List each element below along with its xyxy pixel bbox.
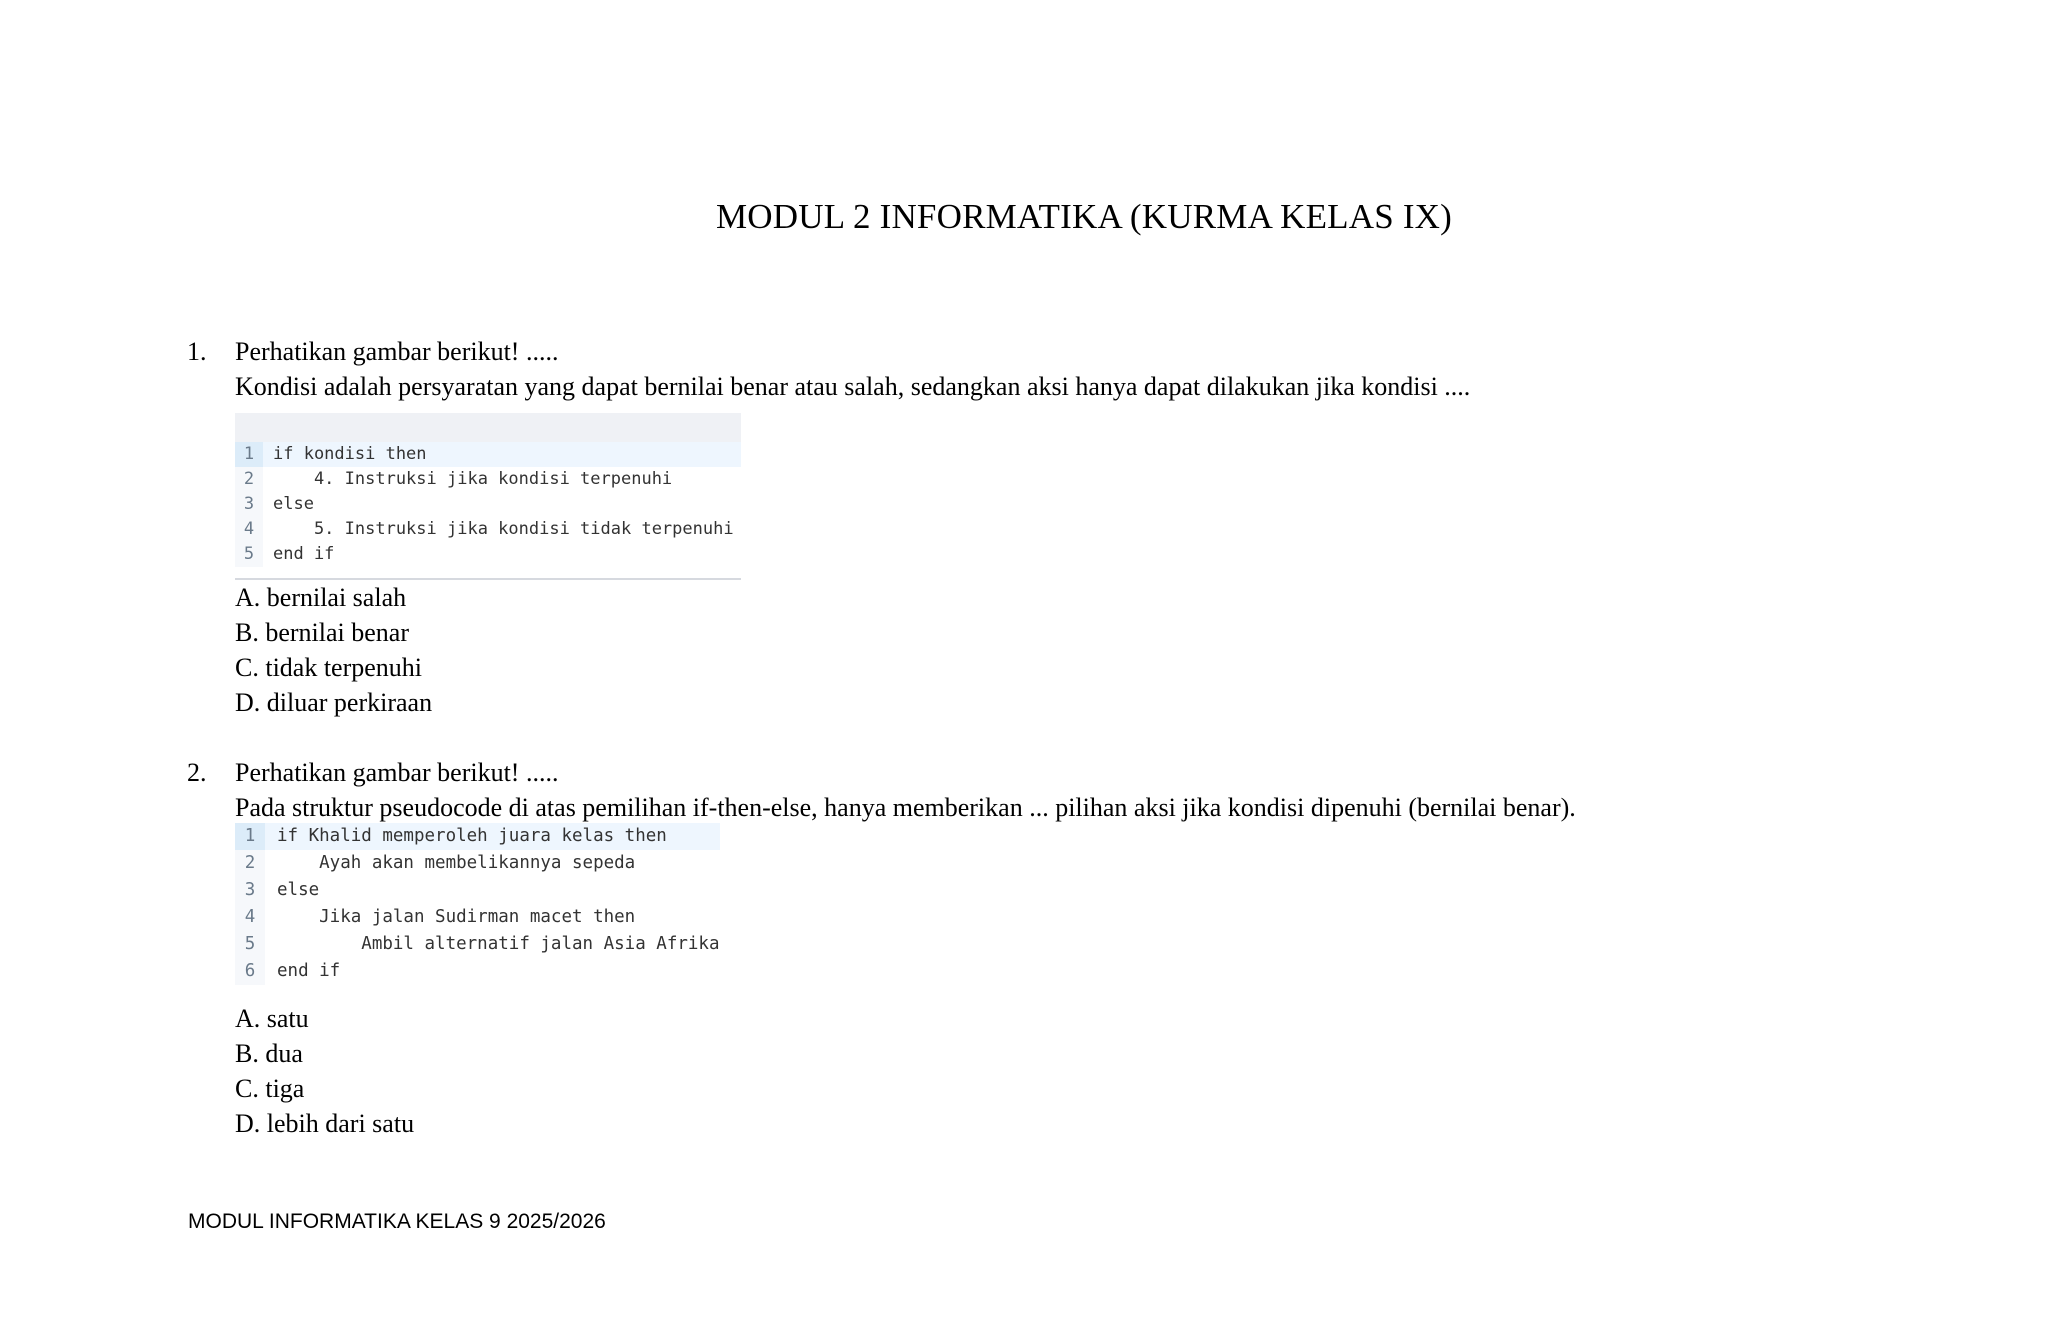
page-title: MODUL 2 INFORMATIKA (KURMA KELAS IX)	[715, 197, 1453, 236]
question-number: 1.	[187, 337, 207, 366]
answer-option: C. tidak terpenuhi	[235, 653, 423, 682]
line-number: 3	[235, 492, 263, 517]
answer-option: B. bernilai benar	[235, 618, 409, 647]
line-number: 4	[235, 904, 265, 931]
answer-option: B. dua	[235, 1039, 303, 1068]
code-snippet-1	[235, 413, 741, 580]
code-text: Jika jalan Sudirman macet then	[277, 907, 636, 927]
answer-option: A. satu	[235, 1004, 309, 1033]
line-number: 5	[235, 542, 263, 567]
answer-options-2	[235, 1001, 414, 1141]
code-text: Ambil alternatif jalan Asia Afrika	[277, 934, 720, 954]
code-line	[235, 904, 720, 931]
code-snippet-2	[235, 823, 720, 985]
line-number: 2	[235, 850, 265, 877]
code-line	[235, 877, 720, 904]
question-2	[187, 755, 1987, 825]
question-prompt: Perhatikan gambar berikut! .....	[235, 337, 559, 366]
line-number: 4	[235, 517, 263, 542]
code-text: end if	[277, 961, 341, 981]
code-line	[235, 850, 720, 877]
question-text: Kondisi adalah persyaratan yang dapat bernilai benar atau salah, sedangkan aksi hanya dapat dilakukan jika kondisi ....	[235, 372, 1471, 401]
question-prompt: Perhatikan gambar berikut! .....	[235, 758, 559, 787]
page-footer: MODUL INFORMATIKA KELAS 9 2025/2026	[188, 1210, 606, 1233]
code-line	[235, 542, 741, 567]
line-number: 1	[235, 823, 265, 850]
code-line	[235, 823, 720, 850]
code-text: if kondisi then	[263, 442, 741, 467]
line-number: 6	[235, 958, 265, 985]
answer-option: A. bernilai salah	[235, 583, 407, 612]
line-number: 2	[235, 467, 263, 492]
code-text: else	[277, 880, 320, 900]
code-line	[235, 958, 720, 985]
question-number: 2.	[187, 758, 207, 787]
code-line	[235, 931, 720, 958]
code-line	[235, 517, 741, 542]
answer-option: D. diluar perkiraan	[235, 688, 433, 717]
answer-options-1	[235, 580, 432, 720]
line-number: 5	[235, 931, 265, 958]
line-number: 1	[235, 442, 263, 467]
code-line	[235, 442, 741, 467]
code-text: else	[273, 494, 314, 514]
code-text: end if	[273, 544, 335, 564]
code-line	[235, 492, 741, 517]
answer-option: D. lebih dari satu	[235, 1109, 415, 1138]
answer-option: C. tiga	[235, 1074, 305, 1103]
code-line	[235, 467, 741, 492]
code-text: Ayah akan membelikannya sepeda	[277, 853, 636, 873]
code-text: if Khalid memperoleh juara kelas then	[265, 823, 720, 850]
line-number: 3	[235, 877, 265, 904]
code-text: 5. Instruksi jika kondisi tidak terpenuhi	[273, 519, 734, 539]
code-text: 4. Instruksi jika kondisi terpenuhi	[273, 469, 673, 489]
question-text: Pada struktur pseudocode di atas pemilihan if-then-else, hanya memberikan ... pilihan aksi jika kondisi dipenuhi (bernilai benar).	[235, 793, 1576, 822]
question-1	[187, 334, 1987, 404]
code-header-bar	[235, 413, 741, 442]
